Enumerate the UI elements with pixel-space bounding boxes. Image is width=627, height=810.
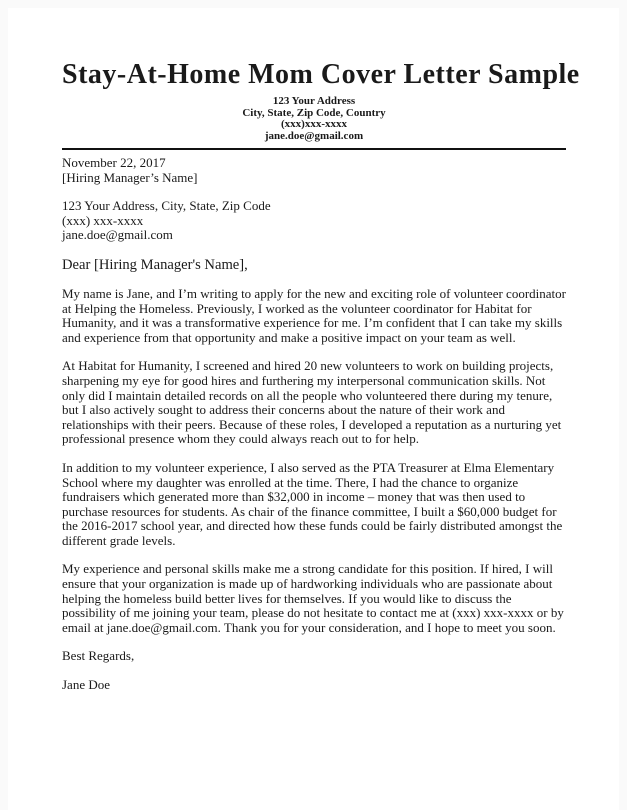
- signature-name: Jane Doe: [62, 677, 111, 693]
- sender-contact-block: [62, 96, 566, 142]
- sender-city-line: City, State, Zip Code, Country: [242, 106, 386, 119]
- page-title: Stay-At-Home Mom Cover Letter Sample: [62, 59, 580, 90]
- header-divider: [62, 148, 566, 150]
- closing-line: Best Regards,: [62, 648, 135, 664]
- salutation: Dear [Hiring Manager's Name],: [62, 256, 248, 273]
- recipient-address-line: 123 Your Address, City, State, Zip Code: [62, 198, 271, 214]
- letter-body: [62, 156, 566, 693]
- paragraph-intro: My name is Jane, and I’m writing to apply for the new and exciting role of volunteer coordinator at Helping the Homeless. Previously, I worked as the volunteer coordinator for Habitat for Humanity, and it was a transformative experience for me. I’m confident that I can take my skills and experience from that opportunity and make a positive impact on your team as well.: [62, 285, 566, 345]
- recipient-phone-line: (xxx) xxx-xxxx: [62, 212, 144, 228]
- paragraph-closing-pitch: My experience and personal skills make me a strong candidate for this position. If hired, I will ensure that your organization is made up of hardworking individuals who are passionate about helping the homeless build better lives for themselves. If you would like to discuss the possibility of me joining your team, please do not hesitate to contact me at (xxx) xxx-xxxx or by email at jane.doe@gmail.com. Thank you for your consideration, and I hope to meet you soon.: [62, 561, 564, 635]
- recipient-email-line: jane.doe@gmail.com: [62, 227, 173, 243]
- letter-date: November 22, 2017: [62, 155, 166, 170]
- sender-address-line: 123 Your Address: [272, 95, 356, 107]
- recipient-name: [Hiring Manager’s Name]: [62, 169, 198, 185]
- sender-phone-line: (xxx)xxx-xxxx: [281, 118, 347, 130]
- sender-email-line: jane.doe@gmail.com: [264, 129, 364, 142]
- document-page: [8, 8, 619, 810]
- paragraph-pta-experience: In addition to my volunteer experience, I also served as the PTA Treasurer at Elma Elementary School where my daughter was enrolled at the time. There, I had the chance to organize fundraisers which generated more than $32,000 in income – money that was then used to purchase resources for students. As chair of the finance committee, I built a $60,000 budget for the 2016-2017 school year, and directed how these funds could be fairly distributed amongst the different grade levels.: [62, 459, 563, 548]
- paragraph-habitat-experience: At Habitat for Humanity, I screened and hired 20 new volunteers to work on building projects, sharpening my eye for good hires and furthering my interpersonal communication skills. Not only did I maintain detailed records on all the people who volunteered there during my tenure, but I also actively sought to address their concerns about the nature of their work and relationships with their peers. Because of these roles, I developed a reputation as a nurturing yet professional presence whom they could always reach out to for help.: [62, 358, 562, 447]
- recipient-address-block: [62, 199, 566, 243]
- date-recipient-block: [62, 156, 566, 185]
